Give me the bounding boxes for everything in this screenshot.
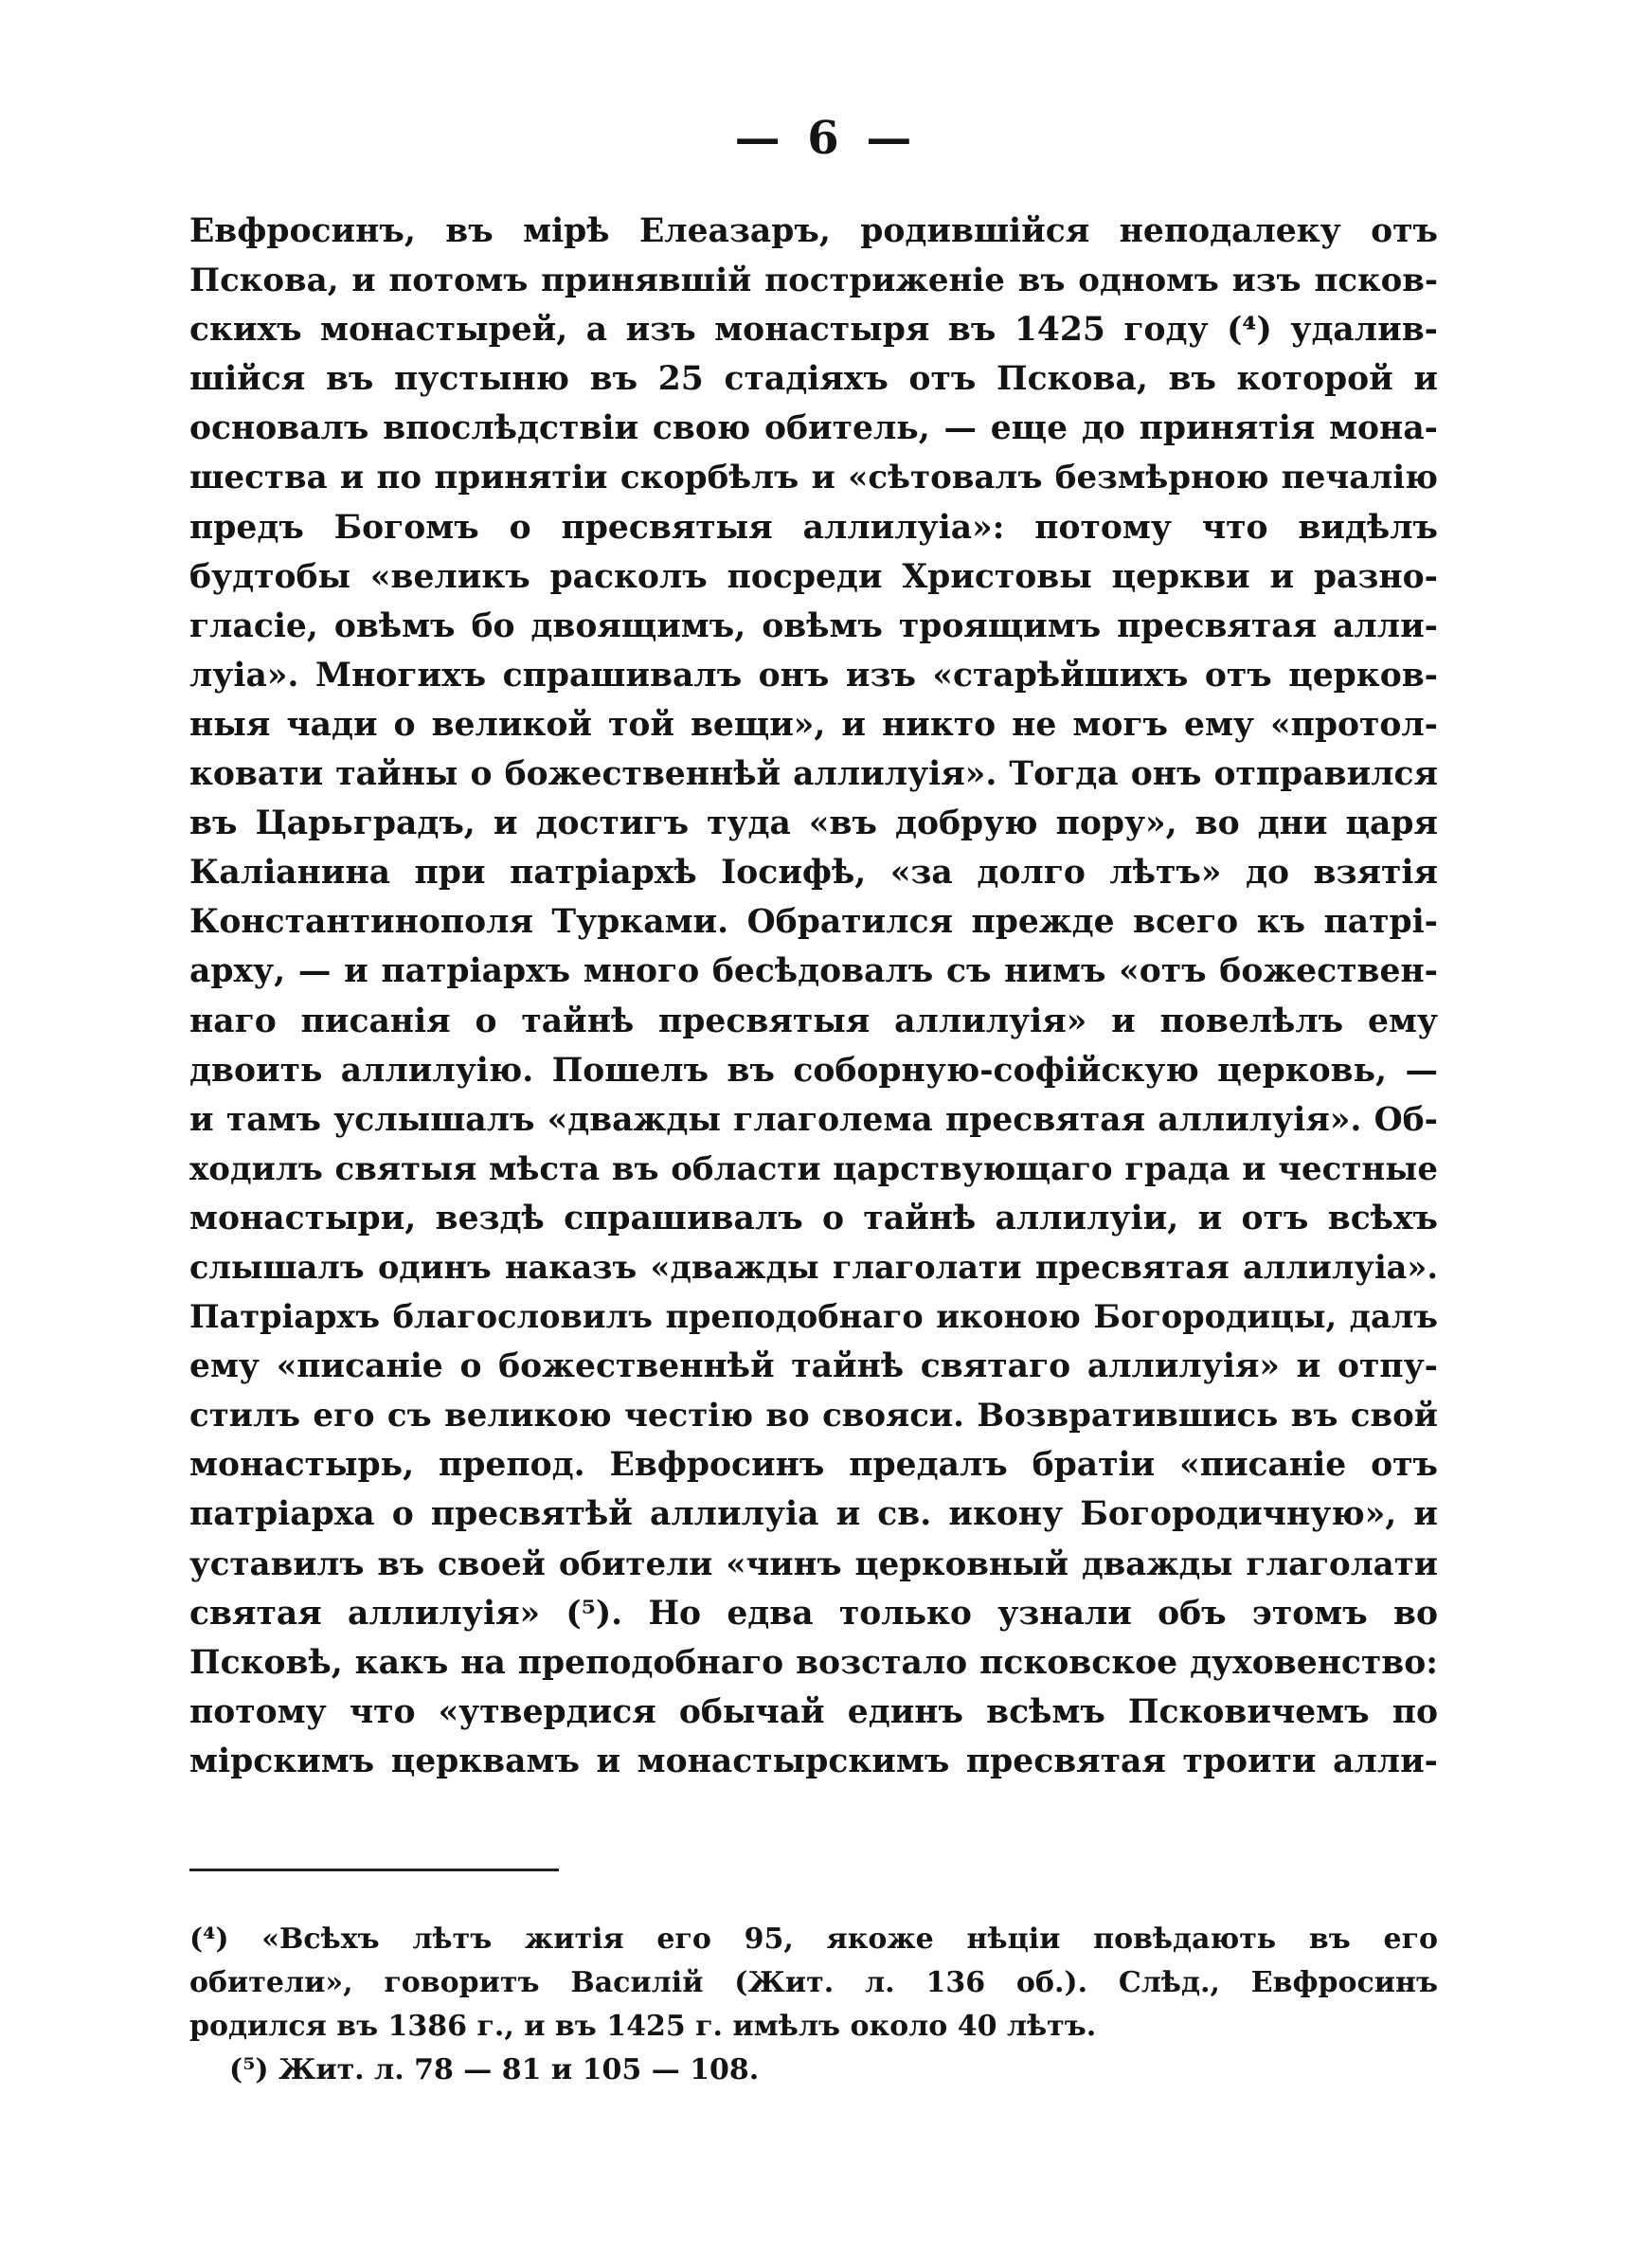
text-line: уставилъ въ своей обители «чинъ церковный дважды глаголати bbox=[189, 1544, 1438, 1583]
footnote-divider bbox=[189, 1869, 559, 1871]
text-line: и тамъ услышалъ «дважды глаголема пресвятая аллилуія». Об- bbox=[189, 1100, 1438, 1139]
text-line: наго писанія о тайнѣ пресвятыя аллилуія» и повелѣлъ ему bbox=[189, 1002, 1438, 1040]
text-line: слышалъ одинъ наказъ «дважды глаголати пресвятая аллилуіа». bbox=[189, 1248, 1438, 1286]
text-line: ковати тайны о божественнѣй аллилуія». Тогда онъ отправился bbox=[189, 755, 1438, 794]
text-line: ходилъ святыя мѣста въ области царствующаго града и честные bbox=[189, 1149, 1438, 1188]
text-line: Каліанина при патріархѣ Іосифѣ, «за долго лѣтъ» до взятія bbox=[189, 854, 1438, 893]
text-line: двоить аллилуію. Пошелъ въ соборную-софійскую церковь, — bbox=[189, 1051, 1438, 1090]
text-line: арху, — и патріархъ много бесѣдовалъ съ нимъ «отъ божествен- bbox=[189, 952, 1438, 991]
page-number: — 6 — bbox=[734, 112, 918, 165]
text-line: Евфросинъ, въ мірѣ Елеазаръ, родившійся неподалеку отъ bbox=[189, 212, 1438, 250]
text-line: стилъ его съ великою честію во свояси. Возвратившись въ свой bbox=[189, 1397, 1438, 1435]
text-line: предъ Богомъ о пресвятыя аллилуіа»: потому что видѣлъ bbox=[189, 508, 1438, 547]
text-line: мірскимъ церквамъ и монастырскимъ пресвятая троити алли- bbox=[189, 1742, 1438, 1780]
footnotes bbox=[189, 1918, 1438, 2092]
text-line: патріарха о пресвятѣй аллилуіа и св. икону Богородичную», и bbox=[189, 1495, 1438, 1534]
text-line: Константинополя Турками. Обратился прежде всего къ патрі- bbox=[189, 903, 1438, 942]
text-line: Пскова, и потомъ принявшій постриженіе въ одномъ изъ псков- bbox=[189, 262, 1438, 300]
footnote-line: обители», говоритъ Василій (Жит. л. 136 об.). Слѣд., Евфросинъ bbox=[189, 1966, 1438, 1999]
text-line: ныя чади о великой той вещи», и никто не могъ ему «протол- bbox=[189, 705, 1438, 744]
text-line: луіа». Многихъ спрашивалъ онъ изъ «старѣйшихъ отъ церков- bbox=[189, 656, 1438, 695]
text-line: ему «писаніе о божественнѣй тайнѣ святаго аллилуія» и отпу- bbox=[189, 1347, 1438, 1386]
text-line: Псковѣ, какъ на преподобнаго возсталo псковское духовенство: bbox=[189, 1643, 1438, 1682]
text-line: гласіе, овѣмъ бо двоящимъ, овѣмъ троящимъ пресвятая алли- bbox=[189, 606, 1438, 645]
text-line: Патріархъ благословилъ преподобнаго иконою Богородицы, далъ bbox=[189, 1298, 1438, 1336]
footnote-line: (⁵) Жит. л. 78 — 81 и 105 — 108. bbox=[229, 2053, 760, 2086]
text-line: основалъ впослѣдствіи свою обитель, — еще до принятія мона- bbox=[189, 409, 1438, 448]
text-line: монастыри, вездѣ спрашивалъ о тайнѣ аллилуіи, и отъ всѣхъ bbox=[189, 1199, 1438, 1237]
footnote-line: (⁴) «Всѣхъ лѣтъ житія его 95, якоже нѣціи повѣдають въ его bbox=[189, 1923, 1438, 1956]
main-text bbox=[189, 207, 1438, 1786]
text-line: будтобы «великъ расколъ посреди Христовы церкви и разно- bbox=[189, 557, 1438, 596]
text-line: шества и по принятіи скорбѣлъ и «сѣтовалъ безмѣрною печалію bbox=[189, 459, 1438, 497]
footnote-line: родился въ 1386 г., и въ 1425 г. имѣлъ около 40 лѣтъ. bbox=[189, 2010, 1097, 2043]
text-line: въ Царьградъ, и достигъ туда «въ добрую пору», во дни царя bbox=[189, 804, 1438, 843]
text-line: скихъ монастырей, а изъ монастыря въ 1425 году (⁴) удалив- bbox=[189, 311, 1438, 350]
text-line: монастырь, препод. Евфросинъ предалъ братіи «писаніе отъ bbox=[189, 1446, 1438, 1485]
text-line: шійся въ пустыню въ 25 стадіяхъ отъ Пскова, въ которой и bbox=[189, 360, 1438, 399]
text-line: святая аллилуія» (⁵). Но едва только узнали объ этомъ во bbox=[189, 1594, 1438, 1633]
text-line: потому что «утвердися обычай единъ всѣмъ Псковичемъ по bbox=[189, 1692, 1438, 1731]
